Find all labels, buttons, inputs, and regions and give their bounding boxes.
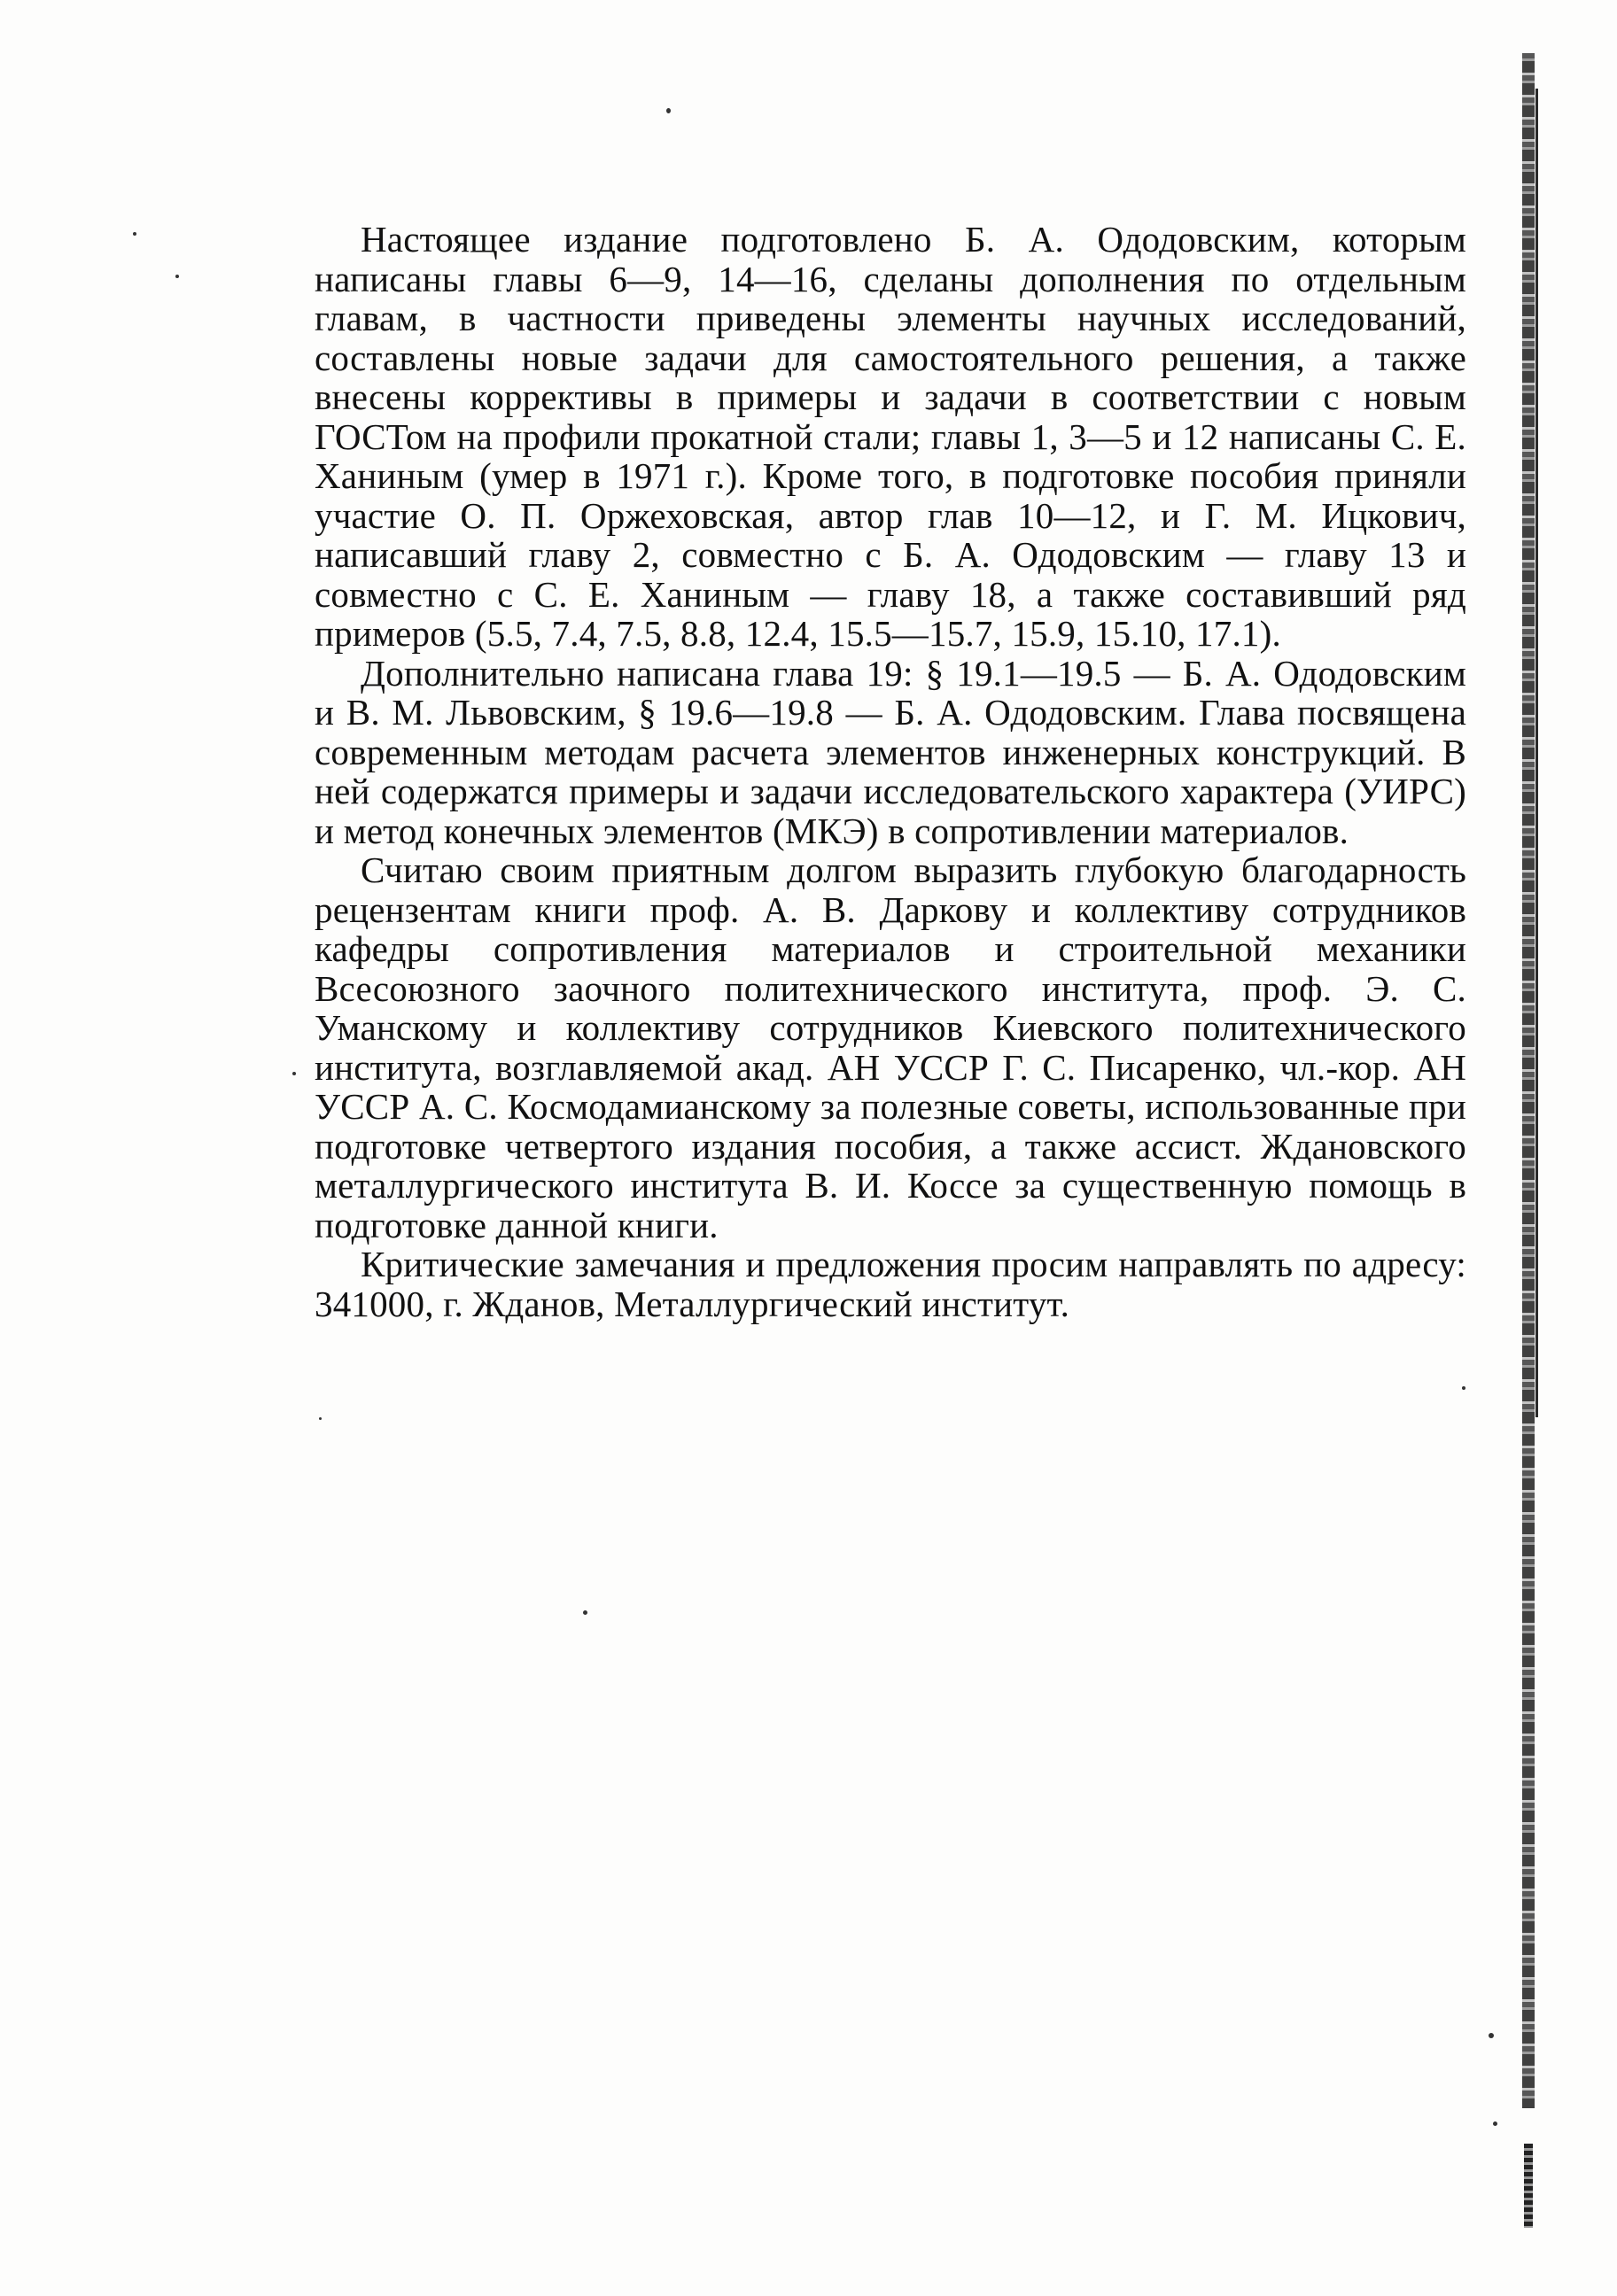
- preface-text: [315, 220, 1466, 1323]
- paragraph-address: Критические замечания и предложения просим направлять по адресу: 341000, г. Жданов, Металлургический институт.: [315, 1244, 1466, 1324]
- scan-speck: [133, 232, 136, 236]
- paragraph-acknowledgements: Считаю своим приятным долгом выразить глубокую благодарность рецензентам книги проф. А. В. Даркову и коллективу сотрудников кафедры сопротивления материалов и строительной механики Всесоюзного заочного политехнического института, проф. Э. С. Уманскому и коллективу сотрудников Киевского политехнического института, возглавляемой акад. АН УССР Г. С. Писаренко, чл.-кор. АН УССР А. С. Космодамианскому за полезные советы, использованные при подготовке четвертого издания пособия, а также ассист. Ждановского металлургического института В. И. Коссе за существенную помощь в подготовке данной книги.: [315, 849, 1466, 1245]
- scan-speck: [1462, 1386, 1465, 1390]
- paragraph-chapter-19: Дополнительно написана глава 19: § 19.1—19.5 — Б. А. Ододовским и В. М. Львовским, § 19.6—19.8 — Б. А. Ододовским. Глава посвящена современным методам расчета элементов инженерных конструкций. В ней содержатся примеры и задачи исследовательского характера (УИРС) и метод конечных элементов (МКЭ) в сопротивлении материалов.: [315, 652, 1466, 851]
- scan-speck: [666, 108, 671, 113]
- scan-speck: [319, 1417, 322, 1420]
- paragraph-authors: Настоящее издание подготовлено Б. А. Ододовским, которым написаны главы 6—9, 14—16, сделаны дополнения по отдельным главам, в частности приведены элементы научных исследований, составлены новые задачи для самостоятельного решения, а также внесены коррективы в примеры и задачи в соответствии с новым ГОСТом на профили прокатной стали; главы 1, 3—5 и 12 написаны С. Е. Ханиным (умер в 1971 г.). Кроме того, в подготовке пособия приняли участие О. П. Оржеховская, автор глав 10—12, и Г. М. Ицкович, написавший главу 2, совместно с Б. А. Ододовским — главу 13 и совместно с С. Е. Ханиным — главу 18, а также составивший ряд примеров (5.5, 7.4, 7.5, 8.8, 12.4, 15.5—15.7, 15.9, 15.10, 17.1).: [315, 219, 1466, 654]
- scan-speck: [1489, 2033, 1494, 2038]
- scan-speck: [1493, 2121, 1497, 2126]
- scan-speck: [583, 1610, 587, 1615]
- scan-speck: [175, 275, 179, 278]
- page-edge-line: [1535, 89, 1538, 1417]
- page-edge-shadow-bottom: [1524, 2144, 1533, 2228]
- page-edge-shadow: [1522, 53, 1535, 2108]
- scan-speck: [292, 1072, 296, 1075]
